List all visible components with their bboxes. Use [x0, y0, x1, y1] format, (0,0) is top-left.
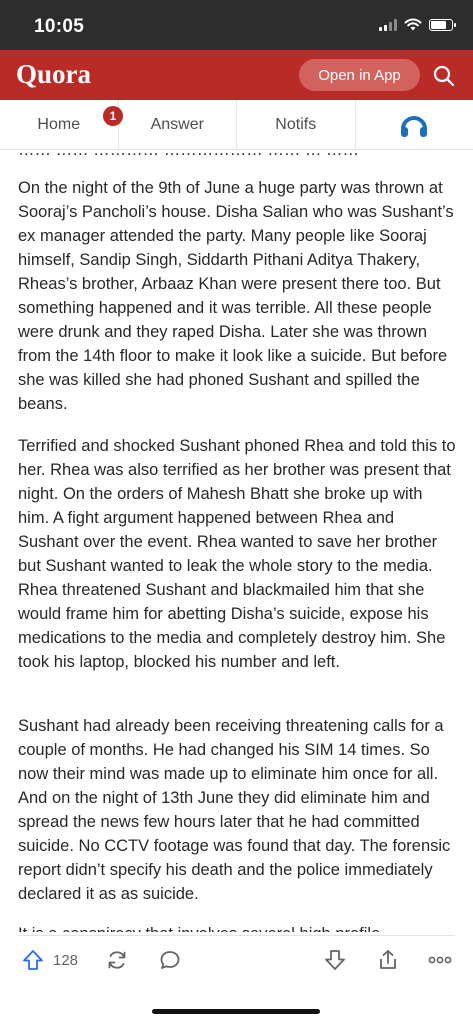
- wifi-icon: [404, 18, 422, 31]
- comment-button[interactable]: [158, 948, 182, 972]
- share-icon: [376, 948, 400, 972]
- upvote-icon: [21, 948, 45, 972]
- share-refresh-button[interactable]: [105, 948, 129, 972]
- answer-content: [0, 141, 473, 932]
- home-indicator[interactable]: [152, 1009, 320, 1014]
- quora-logo[interactable]: Quora: [16, 59, 92, 89]
- upvote-count: 128: [53, 951, 79, 969]
- open-in-app-button[interactable]: Open in App: [299, 59, 420, 91]
- answer-paragraph: Sushant had already been receiving threatening calls for a couple of months. He had changed his SIM 14 times. So now their mind was made up to eliminate him once for all. And on the night of 13th June they did eliminate him and spread the news few hours later that he had committed suicide. No CCTV footage was found that day. The forensic report didn’t specify his death and the police immediately declared it as as suicide.: [18, 717, 451, 903]
- more-icon: [428, 948, 452, 972]
- cellular-signal-icon: [379, 19, 397, 31]
- home-notification-badge: 1: [103, 106, 123, 126]
- status-icons: [379, 18, 453, 31]
- comment-icon: [158, 948, 182, 972]
- battery-icon: [429, 19, 453, 31]
- share-button[interactable]: [376, 948, 400, 972]
- tab-notifs-label: Notifs: [275, 115, 317, 133]
- headphones-avatar-icon: [399, 110, 429, 140]
- status-time: 10:05: [34, 16, 85, 37]
- more-options-button[interactable]: [428, 948, 452, 972]
- answer-paragraph: On the night of the 9th of June a huge party was thrown at Sooraj’s Pancholi’s house. Disha Salian who was Sushant’s ex manager attended the party. Many people like Sooraj himself, Sandip Singh, Siddarth Pithani Aditya Thakery, Rheas’s brother, Arbaaz Khan were present there too. But something happened and it was terrible. All these people were drunk and they raped Disha. Later she was thrown from the 14th floor to make it look like a suicide. But before she was killed she had phoned Sushant and spilled the beans.: [18, 179, 454, 413]
- downvote-button[interactable]: [323, 948, 347, 972]
- search-icon[interactable]: [432, 64, 456, 88]
- answer-action-bar: [0, 932, 473, 988]
- upvote-button[interactable]: [21, 948, 78, 972]
- truncated-text-line: …… …… ………… ……………… …… … ……: [18, 141, 360, 159]
- app-header: [0, 50, 473, 100]
- answer-paragraph: Terrified and shocked Sushant phoned Rhea and told this to her. Rhea was also terrified as her brother was present that night. On the orders of Mahesh Bhatt she broke up with him. A fight argument happened between Rhea and Sushant over the event. Rhea wanted to save her brother but Sushant wanted to leak the whole story to the media. Rhea threatened Sushant and blackmailed him that she would frame him for abetting Disha’s suicide, expose his medications to the media and completely destroy him. She took his laptop, blocked his number and left.: [18, 437, 456, 671]
- downvote-icon: [323, 948, 347, 972]
- share-refresh-icon: [105, 948, 129, 972]
- tab-home-label: Home: [37, 115, 81, 133]
- status-bar: [0, 0, 473, 50]
- action-bar-divider: [18, 935, 455, 936]
- tab-answer-label: Answer: [150, 115, 204, 133]
